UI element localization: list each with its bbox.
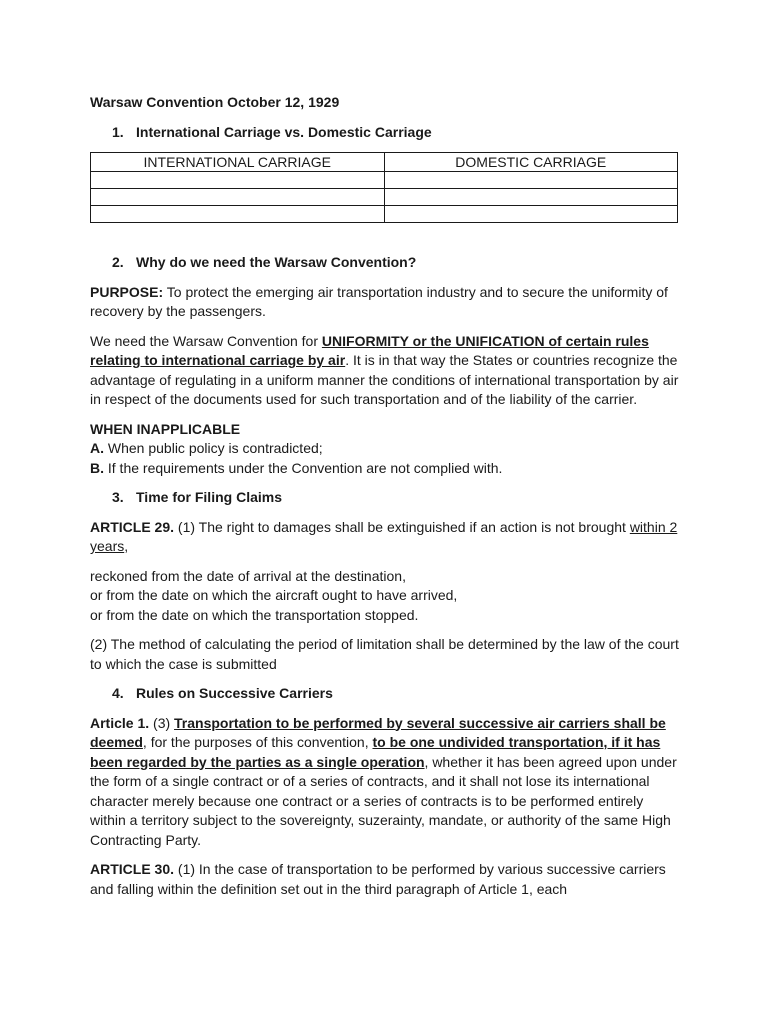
table-row: [91, 172, 678, 189]
table-cell: [91, 189, 385, 206]
header-domestic: DOMESTIC CARRIAGE: [384, 153, 678, 172]
section-heading-3: [90, 488, 682, 508]
article-30-paragraph: [90, 860, 682, 899]
table-cell: [384, 189, 678, 206]
article-29-underlined: within 2 years: [90, 518, 678, 554]
need-paragraph: [90, 332, 682, 410]
section-title: Time for Filing Claims: [136, 489, 282, 505]
section-title: Why do we need the Warsaw Convention?: [136, 254, 417, 270]
article-29-lines: [90, 567, 682, 626]
table-cell: [384, 206, 678, 223]
article-30-label: ARTICLE 30.: [90, 861, 175, 877]
table-header-row: [91, 153, 678, 172]
article-29-comma: ,: [124, 538, 129, 554]
document-body: [90, 93, 682, 909]
article-1-emphasis-2: to be one undivided transportation, if it has been regarded by the parties as a single operation: [90, 734, 661, 770]
inapplicable-item-label: B.: [90, 459, 104, 476]
section-title: Rules on Successive Carriers: [136, 685, 333, 701]
comparison-table: [90, 152, 678, 223]
purpose-paragraph: [90, 283, 682, 322]
article-29-label: ARTICLE 29.: [90, 518, 175, 535]
section-heading-4: [90, 684, 682, 704]
section-heading-1: [90, 123, 682, 143]
article-29-paragraph-2: (2) The method of calculating the period of limitation shall be determined by the law of the court to which the case is submitted: [90, 636, 679, 672]
purpose-label: PURPOSE:: [90, 283, 164, 300]
table-row: [91, 189, 678, 206]
table-cell: [91, 206, 385, 223]
reckoning-line: or from the date on which the transportation stopped.: [90, 606, 419, 623]
table-cell: [384, 172, 678, 189]
article-1-number: (3): [149, 714, 175, 731]
purpose-text: To protect the emerging air transportation industry and to secure the uniformity of recovery by the passengers.: [90, 283, 668, 319]
section-title: International Carriage vs. Domestic Carriage: [136, 123, 432, 140]
need-lead: We need the Warsaw Convention for: [90, 332, 322, 349]
inapplicable-item-text: When public policy is contradicted;: [104, 440, 323, 456]
article-1-paragraph: [90, 714, 682, 851]
reckoning-line: reckoned from the date of arrival at the destination,: [90, 567, 406, 584]
article-29-text: (1) The right to damages shall be extinguished if an action is not brought: [174, 518, 630, 535]
inapplicable-item-text: If the requirements under the Convention are not complied with.: [104, 459, 503, 476]
article-1-label: Article 1.: [90, 714, 150, 731]
article-1-rest: , whether it has been agreed upon under the form of a single contract or of a series of contracts, and it shall not lose its international character merely because one contract or a series of contracts is to be performed entirely within a territory subject to the sovereignty, suzerainty, mandate, or authority of the same High Contracting Party.: [90, 753, 677, 848]
section-number: 3.: [112, 489, 124, 505]
table-cell: [91, 172, 385, 189]
inapplicable-item-label: A.: [90, 440, 104, 456]
article-30-text: (1) In the case of transportation to be performed by various successive carriers and falling within the definition set out in the third paragraph of Article 1, each: [90, 861, 666, 897]
need-rest: . It is in that way the States or countries recognize the advantage of regulating in a uniform manner the conditions of international transportation by air in respect of the documents used for such transportation and of the liability of the carrier.: [90, 352, 679, 407]
need-emphasis: UNIFORMITY or the UNIFICATION of certain rules relating to international carriage by air: [90, 332, 649, 368]
article-1-emphasis-1: Transportation to be performed by several successive air carriers shall be deemed: [90, 714, 666, 750]
reckoning-line: or from the date on which the aircraft ought to have arrived,: [90, 587, 458, 603]
section-heading-2: [90, 253, 682, 273]
header-international: INTERNATIONAL CARRIAGE: [91, 153, 385, 172]
table-row: [91, 206, 678, 223]
inapplicable-heading: WHEN INAPPLICABLE: [90, 420, 241, 437]
article-29-paragraph: [90, 518, 682, 557]
document-title: Warsaw Convention October 12, 1929: [90, 94, 340, 110]
inapplicable-block: [90, 420, 682, 479]
section-number: 1.: [112, 123, 124, 140]
section-number: 4.: [112, 685, 124, 701]
article-1-mid: , for the purposes of this convention,: [142, 734, 373, 750]
section-number: 2.: [112, 254, 124, 270]
